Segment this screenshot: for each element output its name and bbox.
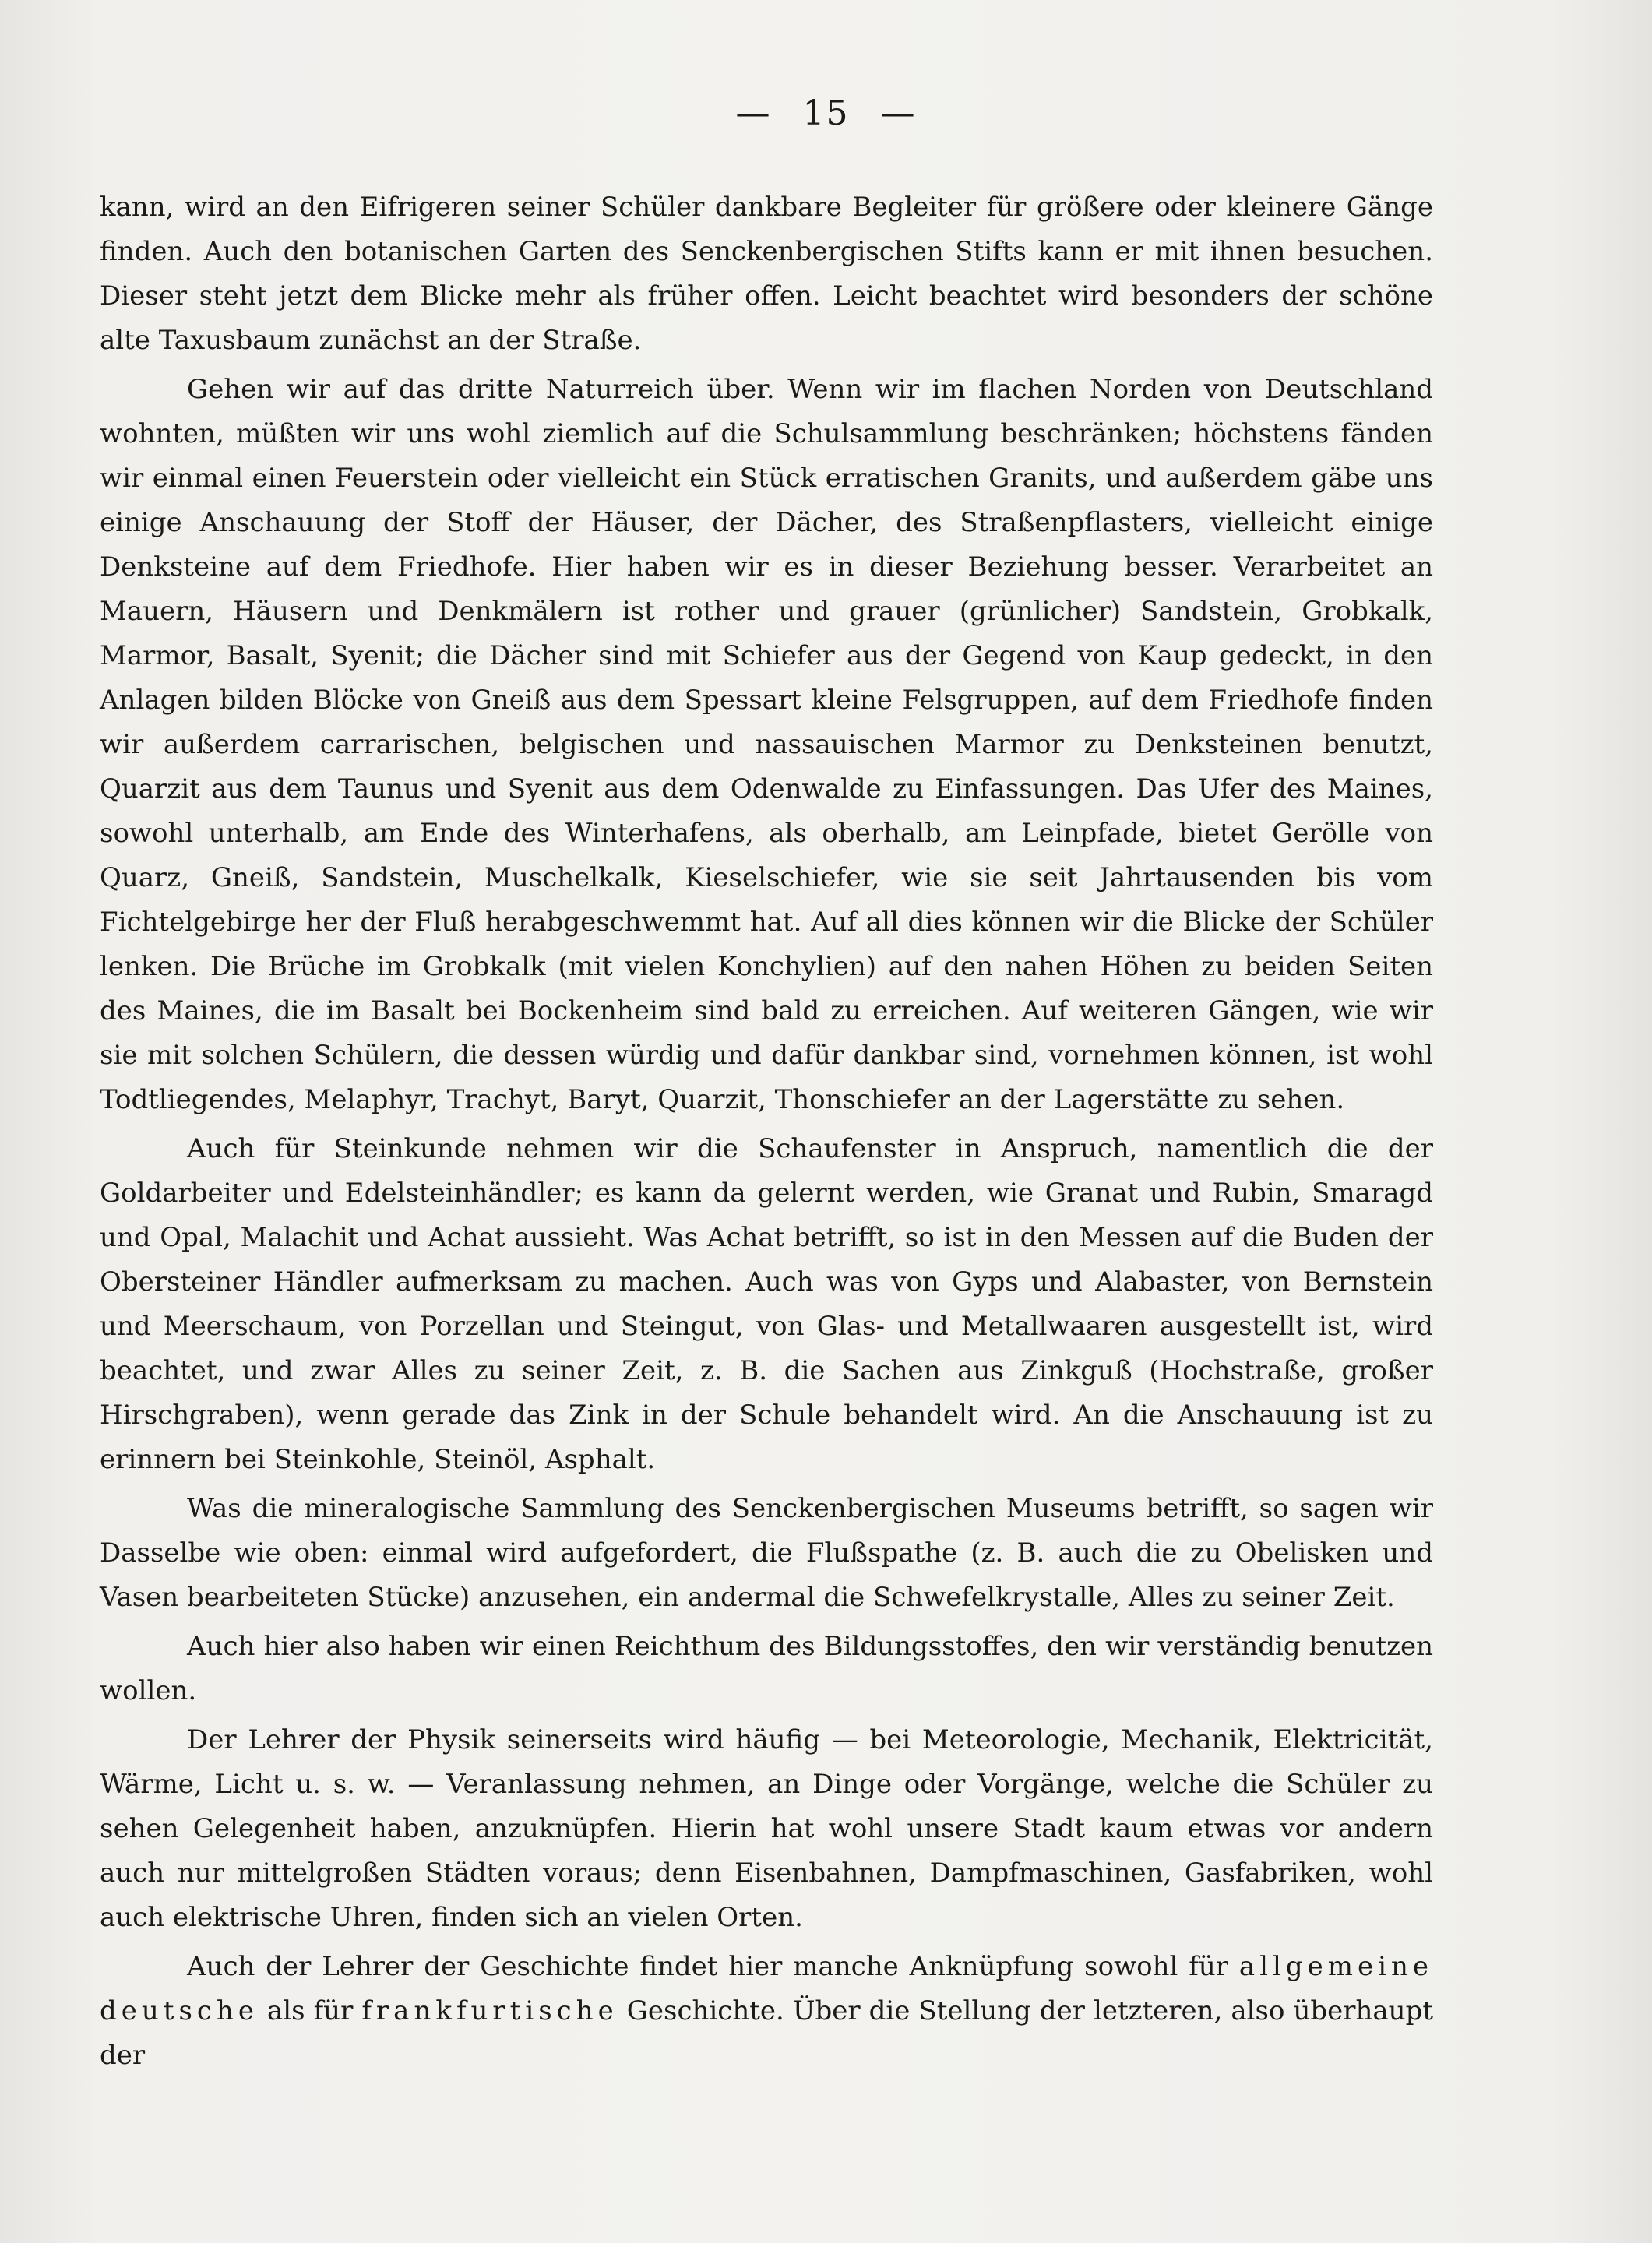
header-dash-right: — — [880, 93, 917, 133]
body-text — [100, 185, 1433, 2078]
history-text-2: als für — [266, 1995, 354, 2026]
page-number: 15 — [802, 93, 850, 133]
paragraph-history — [100, 1945, 1433, 2078]
paragraph-mineral-kingdom: Gehen wir auf das dritte Naturreich über. Wenn wir im flachen Norden von Deutschland wohnten, müßten wir uns wohl ziemlich auf die Schulsammlung beschränken; höchstens fänden wir einmal einen Feuerstein oder vielleicht ein Stück erratischen Granits, und außerdem gäbe uns einige Anschauung der Stoff der Häuser, der Dächer, des Straßenpflasters, vielleicht einige Denksteine auf dem Friedhofe. Hier haben wir es in dieser Beziehung besser. Verarbeitet an Mauern, Häusern und Denkmälern ist rother und grauer (grünlicher) Sandstein, Grobkalk, Marmor, Basalt, Syenit; die Dächer sind mit Schiefer aus der Gegend von Kaup gedeckt, in den Anlagen bilden Blöcke von Gneiß aus dem Spessart kleine Felsgruppen, auf dem Friedhofe finden wir außerdem carrarischen, belgischen und nassauischen Marmor zu Denksteinen benutzt, Quarzit aus dem Taunus und Syenit aus dem Odenwalde zu Einfassungen. Das Ufer des Maines, sowohl unterhalb, am Ende des Winterhafens, als oberhalb, am Leinpfade, bietet Gerölle von Quarz, Gneiß, Sandstein, Muschelkalk, Kieselschiefer, wie sie seit Jahrtausenden bis vom Fichtelgebirge her der Fluß herabgeschwemmt hat. Auf all dies können wir die Blicke der Schüler lenken. Die Brüche im Grobkalk (mit vielen Konchylien) auf den nahen Höhen zu beiden Seiten des Maines, die im Basalt bei Bockenheim sind bald zu erreichen. Auf weiteren Gängen, wie wir sie mit solchen Schülern, die dessen würdig und dafür dankbar sind, vornehmen können, ist wohl Todtliegendes, Melaphyr, Trachyt, Baryt, Quarzit, Thonschiefer an der Lagerstätte zu sehen. — [100, 374, 1433, 1115]
header-dash-left: — — [735, 93, 772, 133]
paragraph-physics: Der Lehrer der Physik seinerseits wird häufig — bei Meteorologie, Mechanik, Elektricität, Wärme, Licht u. s. w. — Veranlassung nehmen, an Dinge oder Vorgänge, welche die Schüler zu sehen Gelegenheit haben, anzuknüpfen. Hierin hat wohl unsere Stadt kaum etwas vor andern auch nur mittelgroßen Städten voraus; denn Eisenbahnen, Dampfmaschinen, Gasfabriken, wohl auch elektrische Uhren, finden sich an vielen Orten. — [100, 1724, 1433, 1933]
paragraph-continuation: kann, wird an den Eifrigeren seiner Schüler dankbare Begleiter für größere oder kleinere Gänge finden. Auch den botanischen Garten des Senckenbergischen Stifts kann er mit ihnen besuchen. Dieser steht jetzt dem Blicke mehr als früher offen. Leicht beachtet wird besonders der schöne alte Taxusbaum zunächst an der Straße. — [100, 192, 1433, 356]
history-emphasis-general: allgemeine deutsche — [100, 1951, 1433, 2026]
paragraph-shop-windows: Auch für Steinkunde nehmen wir die Schaufenster in Anspruch, namentlich die der Goldarbeiter und Edelsteinhändler; es kann da gelernt werden, wie Granat und Rubin, Smaragd und Opal, Malachit und Achat aussieht. Was Achat betrifft, so ist in den Messen auf die Buden der Obersteiner Händler aufmerksam zu machen. Auch was von Gyps und Alabaster, von Bernstein und Meerschaum, von Porzellan und Steingut, von Glas- und Metallwaaren ausgestellt ist, wird beachtet, und zwar Alles zu seiner Zeit, z. B. die Sachen aus Zinkguß (Hochstraße, großer Hirschgraben), wenn gerade das Zink in der Schule behandelt wird. An die Anschauung ist zu erinnern bei Steinkohle, Steinöl, Asphalt. — [100, 1133, 1433, 1475]
history-text-3: Geschichte. Über die Stellung der letzteren, also überhaupt der — [100, 1995, 1433, 2071]
page-header — [0, 93, 1652, 133]
history-text-1: Auch der Lehrer der Geschichte findet hier manche Anknüpfung sowohl für — [187, 1951, 1228, 1982]
paragraph-wealth-of-material: Auch hier also haben wir einen Reichthum des Bildungsstoffes, den wir verständig benutzen wollen. — [100, 1631, 1433, 1706]
history-emphasis-frankfurt: frankfurtische — [361, 1995, 618, 2026]
paragraph-mineral-collection: Was die mineralogische Sammlung des Senckenbergischen Museums betrifft, so sagen wir Dasselbe wie oben: einmal wird aufgefordert, die Flußspathe (z. B. auch die zu Obelisken und Vasen bearbeiteten Stücke) anzusehen, ein andermal die Schwefelkrystalle, Alles zu seiner Zeit. — [100, 1493, 1433, 1613]
